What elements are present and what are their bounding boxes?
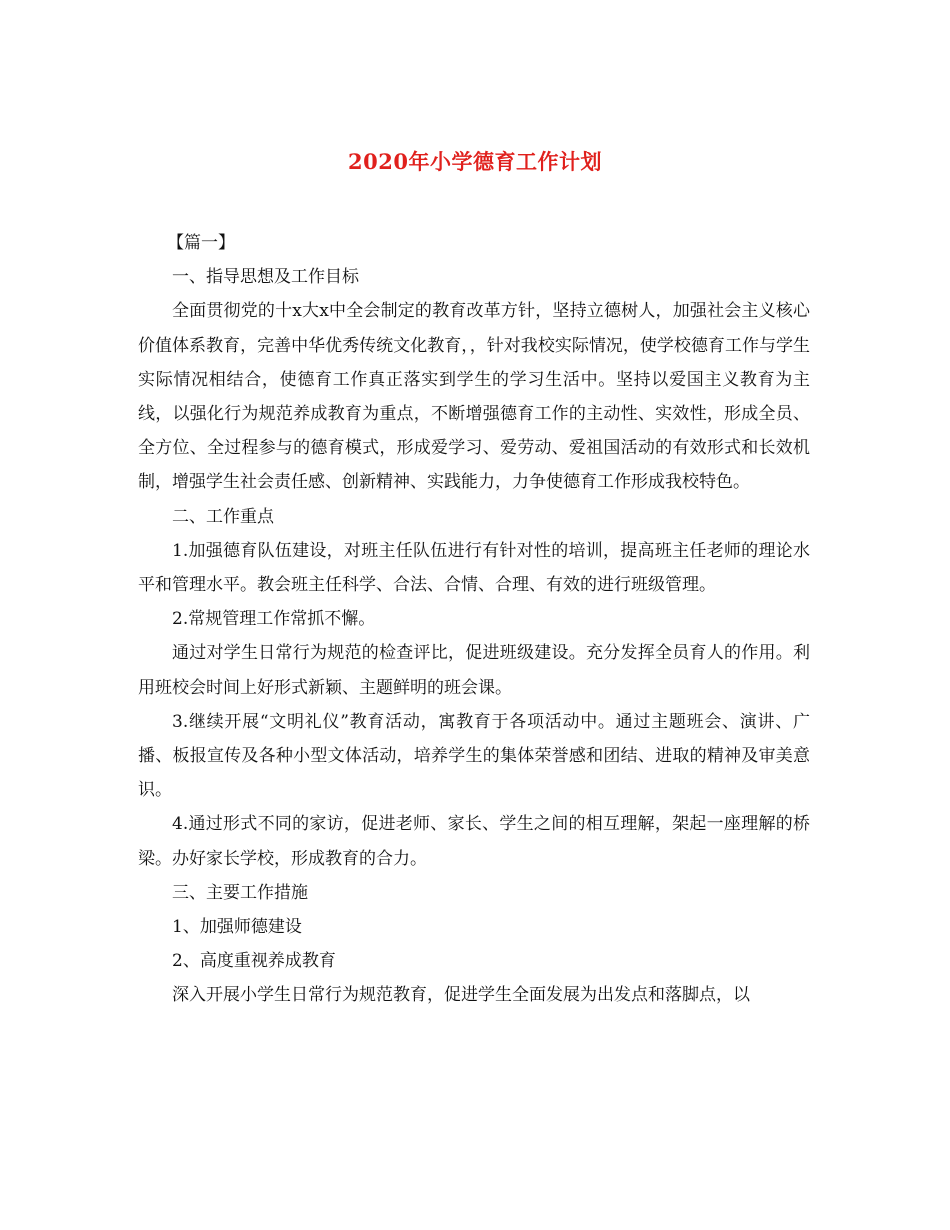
list-item-teacher-ethics: 1、加强师德建设 — [172, 917, 302, 938]
list-item-home-visits: 4.通过形式不同的家访，促进老师、家长、学生之间的相互理解，架起一座理解的桥梁。办好家长学校，形成教育的合力。 — [138, 814, 810, 869]
paragraph-guiding-ideas: 全面贯彻党的十x大x中全会制定的教育改革方针，坚持立德树人，加强社会主义核心价值体系教育，完善中华优秀传统文化教育，，针对我校实际情况，使学校德育工作与学生实际情况相结合，使德育工作真正落实到学生的学习生活中。坚持以爱国主义教育为主线，以强化行为规范养成教育为重点，不断增强德育工作的主动性、实效性，形成全员、全方位、全过程参与的德育模式，形成爱学习、爱劳动、爱祖国活动的有效形式和长效机制，增强学生社会责任感、创新精神、实践能力，力争使德育工作形成我校特色。 — [138, 301, 810, 493]
heading-guiding-ideas: 一、指导思想及工作目标 — [172, 267, 359, 288]
heading-main-measures: 三、主要工作措施 — [172, 882, 308, 903]
list-item-etiquette: 3.继续开展“文明礼仪”教育活动，寓教育于各项活动中。通过主题班会、演讲、广播、板报宣传及各种小型文体活动，培养学生的集体荣誉感和团结、进取的精神及审美意识。 — [138, 711, 810, 801]
section-marker: 【篇一】 — [167, 233, 235, 253]
document-body — [138, 226, 810, 1013]
heading-work-focus: 二、工作重点 — [172, 506, 274, 527]
list-item-habit-education: 2、高度重视养成教育 — [172, 951, 336, 972]
paragraph-routine-management: 通过对学生日常行为规范的检查评比，促进班级建设。充分发挥全员育人的作用。利用班校会时间上好形式新颖、主题鲜明的班会课。 — [138, 643, 810, 698]
list-item-team-building: 1.加强德育队伍建设，对班主任队伍进行有针对性的培训，提高班主任老师的理论水平和管理水平。教会班主任科学、合法、合情、合理、有效的进行班级管理。 — [138, 540, 810, 596]
list-item-routine-management: 2.常规管理工作常抓不懈。 — [172, 609, 376, 630]
paragraph-habit-education: 深入开展小学生日常行为规范教育，促进学生全面发展为出发点和落脚点，以 — [172, 985, 750, 1006]
document-title: 2020年小学德育工作计划 — [348, 149, 602, 174]
